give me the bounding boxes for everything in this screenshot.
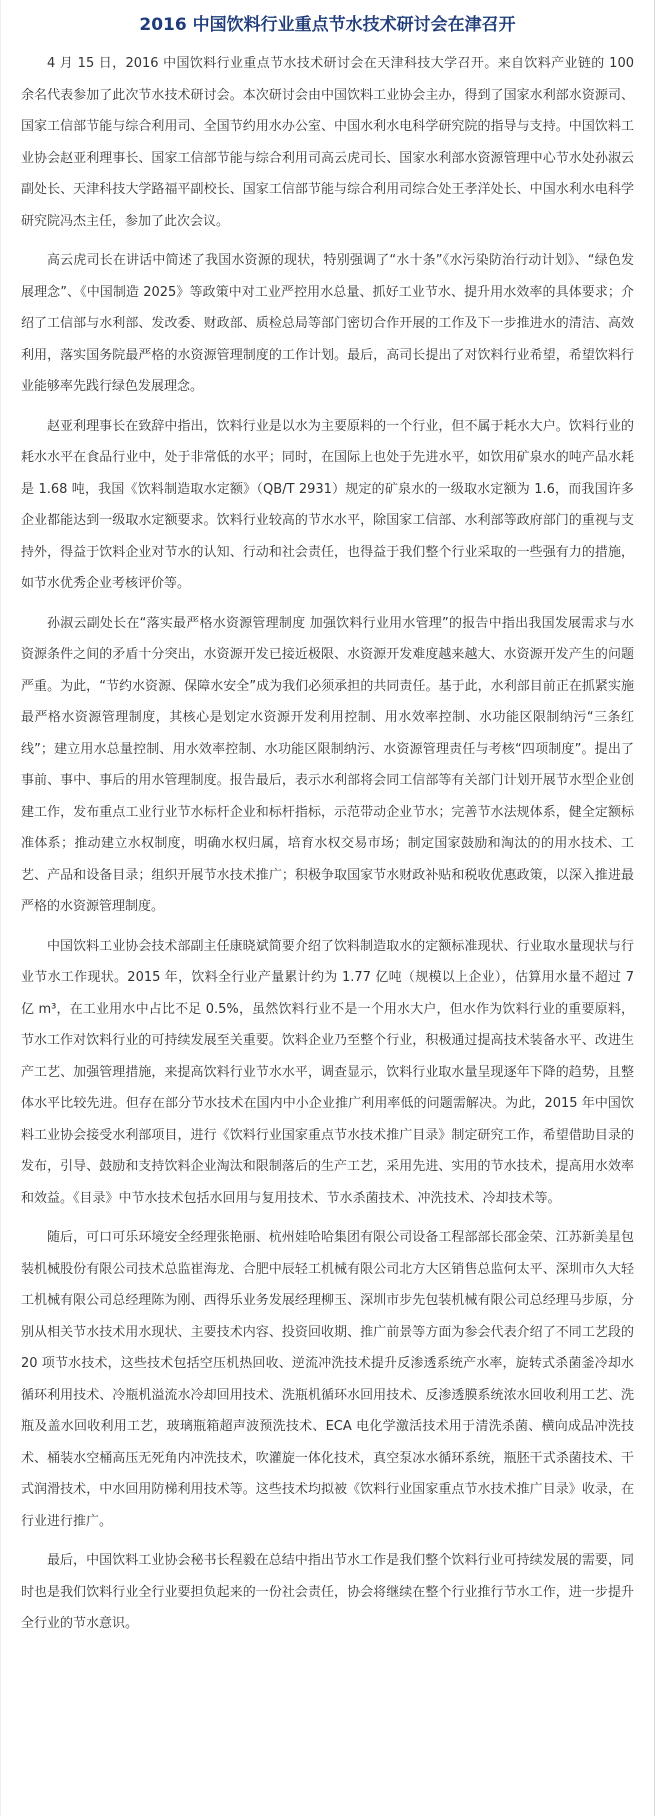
article-paragraph-3: 赵亚利理事长在致辞中指出，饮料行业是以水为主要原料的一个行业，但不属于耗水大户。饮料行业的耗水水平在食品行业中，处于非常低的水平；同时，在国际上也处于先进水平，如饮用矿泉水的吨产品水耗是 1.68 吨，我国《饮料制造取水定额》（QB/T 2931）规定的矿泉水的一级取水定额为 1.6，而我国许多企业都能达到一级取水定额要求。饮料行业较高的节水水平，除国家工信部、水利部等政府部门的重视与支持外，得益于饮料企业对节水的认知、行动和社会责任，也得益于我们整个行业采取的一些强有力的措施，如节水优秀企业考核评价等。 [21, 418, 634, 591]
article-paragraph-5: 中国饮料工业协会技术部副主任康晓斌简要介绍了饮料制造取水的定额标准现状、行业取水量现状与行业节水工作现状。2015 年，饮料全行业产量累计约为 1.77 亿吨（规模以上企业），估算用水量不超过 7 亿 m³，在工业用水中占比不足 0.5%，虽然饮料行业不是一个用水大户，但水作为饮料行业的重要原料，节水工作对饮料行业的可持续发展至关重要。饮料企业乃至整个行业，积极通过提高技术装备水平、改进生产工艺、加强管理措施，来提高饮料行业节水水平，调查显示，饮料行业取水量呈现逐年下降的趋势，且整体水平比较先进。但存在部分节水技术在国内中小企业推广利用率低的问题需解决。为此，2015 年中国饮料工业协会接受水利部项目，进行《饮料行业国家重点节水技术推广目录》制定研究工作，希望借助目录的发布，引导、鼓励和支持饮料企业淘汰和限制落后的生产工艺，采用先进、实用的节水技术，提高用水效率和效益。《目录》中节水技术包括水回用与复用技术、节水杀菌技术、冲洗技术、冷却技术等。 [21, 938, 634, 1206]
article-paragraph-7: 最后，中国饮料工业协会秘书长程毅在总结中指出节水工作是我们整个饮料行业可持续发展的需要，同时也是我们饮料行业全行业要担负起来的一份社会责任，协会将继续在整个行业推行节水工作，进一步提升全行业的节水意识。 [21, 1553, 634, 1631]
article-paragraph-4: 孙淑云副处长在“落实最严格水资源管理制度 加强饮料行业用水管理”的报告中指出我国发展需求与水资源条件之间的矛盾十分突出，水资源开发已接近极限、水资源开发难度越来越大、水资源开发产生的问题严重。为此，“节约水资源、保障水安全”成为我们必须承担的共同责任。基于此，水利部目前正在抓紧实施最严格水资源管理制度，其核心是划定水资源开发利用控制、用水效率控制、水功能区限制纳污“三条红线”；建立用水总量控制、用水效率控制、水功能区限制纳污、水资源管理责任与考核“四项制度”。提出了事前、事中、事后的用水管理制度。报告最后，表示水利部将会同工信部等有关部门计划开展节水型企业创建工作，发布重点工业行业节水标杆企业和标杆指标，示范带动企业节水；完善节水法规体系，健全定额标准体系；推动建立水权制度，明确水权归属，培育水权交易市场；制定国家鼓励和淘汰的的用水技术、工艺、产品和设备目录；组织开展节水技术推广；积极争取国家节水财政补贴和税收优惠政策，以深入推进最严格的水资源管理制度。 [21, 615, 634, 914]
article-title: 2016 中国饮料行业重点节水技术研讨会在津召开 [139, 15, 516, 35]
article-paragraph-6: 随后，可口可乐环境安全经理张艳丽、杭州娃哈哈集团有限公司设备工程部部长邵金荣、江苏新美星包装机械股份有限公司技术总监崔海龙、合肥中辰轻工机械有限公司北方大区销售总监何太平、深圳市久大轻工机械有限公司总经理陈为刚、西得乐业务发展经理柳玉、深圳市步先包装机械有限公司总经理马步原，分别从相关节水技术用水现状、主要技术内容、投资回收期、推广前景等方面为参会代表介绍了不同工艺段的 20 项节水技术，这些技术包括空压机热回收、逆流冲洗技术提升反渗透系统产水率，旋转式杀菌釜冷却水循环利用技术、冷瓶机溢流水冷却回用技术、洗瓶机循环水回用技术、反渗透膜系统浓水回收利用工艺、洗瓶及盖水回收利用工艺，玻璃瓶箱超声波预洗技术、ECA 电化学激活技术用于清洗杀菌、横向成品冲洗技术、桶装水空桶高压无死角内冲洗技术，吹灌旋一体化技术，真空泵冰水循环系统，瓶胚干式杀菌技术、干式润滑技术，中水回用防梯利用技术等。这些技术均拟被《饮料行业国家重点节水技术推广目录》收录，在行业进行推广。 [21, 1230, 634, 1529]
article-paragraph-2: 高云虎司长在讲话中简述了我国水资源的现状，特别强调了“水十条”《水污染防治行动计划》、“绿色发展理念”、《中国制造 2025》等政策中对工业严控用水总量、抓好工业节水、提升用水效率的具体要求；介绍了工信部与水利部、发改委、财政部、质检总局等部门密切合作开展的工作及下一步推进水的清洁、高效利用，落实国务院最严格的水资源管理制度的工作计划。最后，高司长提出了对饮料行业希望，希望饮料行业能够率先践行绿色发展理念。 [21, 253, 634, 394]
article-paragraph-1: 4 月 15 日，2016 中国饮料行业重点节水技术研讨会在天津科技大学召开。来自饮料产业链的 100 余名代表参加了此次节水技术研讨会。本次研讨会由中国饮料工业协会主办，得到了国家水利部水资源司、国家工信部节能与综合利用司、全国节约用水办公室、中国水利水电科学研究院的指导与支持。中国饮料工业协会赵亚利理事长、国家工信部节能与综合利用司高云虎司长、国家水利部水资源管理中心节水处孙淑云副处长、天津科技大学路福平副校长、国家工信部节能与综合利用司综合处王孝洋处长、中国水利水电科学研究院冯杰主任，参加了此次会议。 [21, 56, 634, 229]
